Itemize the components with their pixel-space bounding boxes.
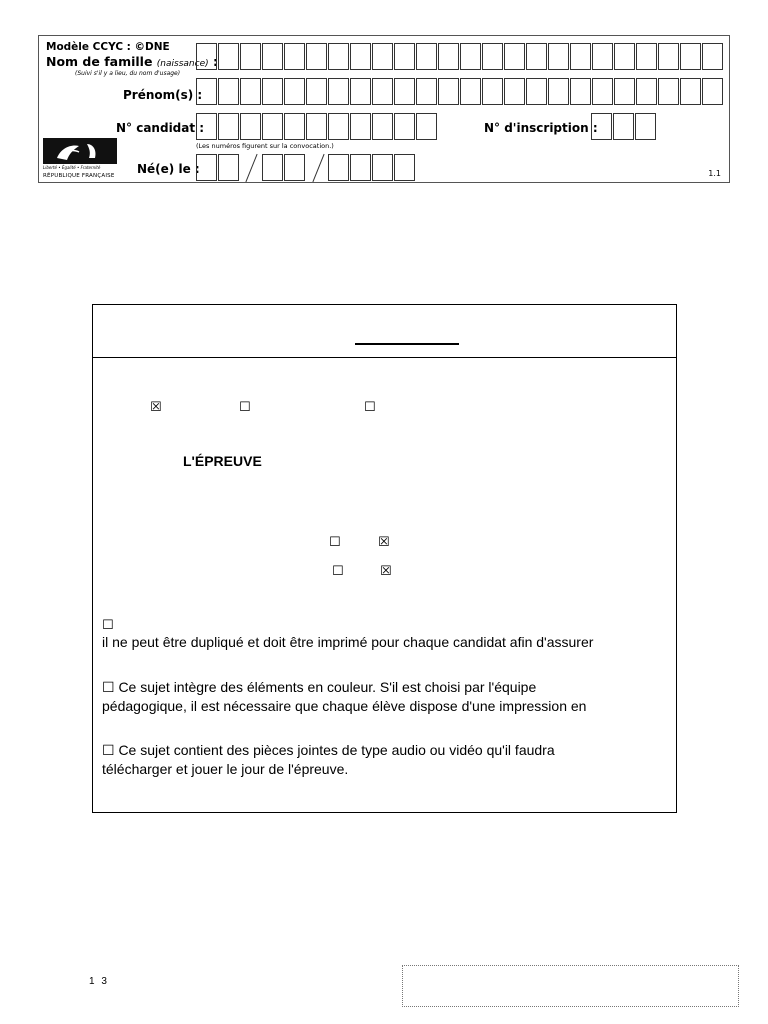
entry-box[interactable]: [591, 113, 612, 140]
page-total: 3: [101, 976, 107, 987]
entry-box[interactable]: [284, 154, 305, 181]
entry-box[interactable]: [570, 43, 591, 70]
entry-box[interactable]: [306, 43, 327, 70]
footer-dotted-box: [402, 965, 739, 1007]
entry-box[interactable]: [635, 113, 656, 140]
entry-box[interactable]: [196, 113, 217, 140]
birth-day-boxes[interactable]: [196, 154, 240, 181]
entry-box[interactable]: [482, 43, 503, 70]
candidate-number-label: N° candidat :: [116, 121, 205, 135]
candidate-identification-form: [38, 35, 730, 183]
logo-motto: Liberté • Égalité • Fraternité: [43, 165, 101, 170]
subject-info-block: [92, 304, 677, 813]
marianne-logo-icon: [43, 138, 117, 164]
entry-box[interactable]: [394, 78, 415, 105]
date-separator: [245, 154, 257, 182]
entry-box[interactable]: [680, 43, 701, 70]
checkbox-empty[interactable]: ☐: [364, 400, 376, 415]
entry-box[interactable]: [394, 113, 415, 140]
surname-note: (Suivi s'il y a lieu, du nom d'usage): [75, 70, 181, 77]
entry-box[interactable]: [262, 154, 283, 181]
entry-box[interactable]: [548, 43, 569, 70]
entry-box[interactable]: [218, 154, 239, 181]
entry-box[interactable]: [526, 78, 547, 105]
item2-text-line1: ☐ Ce sujet intègre des éléments en couleur. S'il est choisi par l'équipe: [102, 679, 537, 695]
item3-text-line1: ☐ Ce sujet contient des pièces jointes de type audio ou vidéo qu'il faudra: [102, 742, 555, 758]
item3-text-line2: télécharger et jouer le jour de l'épreuve.: [102, 761, 349, 777]
checkbox-checked[interactable]: ☒: [378, 535, 390, 550]
checkbox-empty[interactable]: ☐: [329, 535, 341, 550]
birth-year-boxes[interactable]: [328, 154, 416, 181]
entry-box[interactable]: [262, 43, 283, 70]
item1-text: il ne peut être dupliqué et doit être imprimé pour chaque candidat afin d'assurer: [102, 634, 594, 650]
entry-box[interactable]: [526, 43, 547, 70]
entry-box[interactable]: [614, 43, 635, 70]
title-underline: [355, 343, 459, 345]
date-separator: [312, 154, 324, 182]
entry-box[interactable]: [636, 78, 657, 105]
entry-box[interactable]: [218, 113, 239, 140]
entry-box[interactable]: [372, 113, 393, 140]
entry-box[interactable]: [658, 43, 679, 70]
entry-box[interactable]: [482, 78, 503, 105]
surname-boxes[interactable]: [196, 43, 724, 70]
entry-box[interactable]: [328, 113, 349, 140]
entry-box[interactable]: [372, 154, 393, 181]
checkbox-empty[interactable]: ☐: [239, 400, 251, 415]
entry-box[interactable]: [416, 43, 437, 70]
surname-label-text: Nom de famille: [46, 54, 153, 69]
entry-box[interactable]: [548, 78, 569, 105]
entry-box[interactable]: [680, 78, 701, 105]
page-current: 1: [89, 976, 95, 987]
entry-box[interactable]: [460, 78, 481, 105]
entry-box[interactable]: [240, 113, 261, 140]
entry-box[interactable]: [460, 43, 481, 70]
entry-box[interactable]: [196, 154, 217, 181]
epreuve-heading: L'ÉPREUVE: [183, 453, 262, 469]
candidate-number-boxes[interactable]: [196, 113, 438, 140]
page-number: [89, 976, 107, 987]
entry-box[interactable]: [328, 78, 349, 105]
entry-box[interactable]: [350, 78, 371, 105]
entry-box[interactable]: [284, 113, 305, 140]
surname-sub-label: (naissance): [156, 59, 209, 69]
entry-box[interactable]: [306, 78, 327, 105]
registration-number-label: N° d'inscription :: [484, 121, 598, 135]
entry-box[interactable]: [614, 78, 635, 105]
entry-box[interactable]: [416, 113, 437, 140]
entry-box[interactable]: [570, 78, 591, 105]
logo-republic-text: RÉPUBLIQUE FRANÇAISE: [43, 173, 115, 179]
block-divider: [93, 357, 676, 358]
entry-box[interactable]: [702, 43, 723, 70]
entry-box[interactable]: [240, 78, 261, 105]
form-version: 1.1: [708, 169, 721, 178]
entry-box[interactable]: [372, 43, 393, 70]
entry-box[interactable]: [613, 113, 634, 140]
entry-box[interactable]: [350, 113, 371, 140]
entry-box[interactable]: [416, 78, 437, 105]
checkbox-empty[interactable]: ☐: [332, 564, 344, 579]
entry-box[interactable]: [592, 78, 613, 105]
firstname-boxes[interactable]: [196, 78, 724, 105]
birth-date-label: Né(e) le :: [137, 162, 200, 176]
birth-month-boxes[interactable]: [262, 154, 306, 181]
entry-box[interactable]: [658, 78, 679, 105]
checkbox-empty[interactable]: ☐: [102, 618, 114, 633]
candidate-number-note: (Les numéros figurent sur la convocation.): [196, 142, 334, 150]
republique-francaise-logo: [43, 138, 119, 182]
surname-label: [46, 54, 218, 69]
entry-box[interactable]: [262, 113, 283, 140]
surname-colon: :: [208, 54, 218, 69]
entry-box[interactable]: [438, 43, 459, 70]
entry-box[interactable]: [350, 43, 371, 70]
checkbox-checked[interactable]: ☒: [150, 400, 162, 415]
entry-box[interactable]: [702, 78, 723, 105]
entry-box[interactable]: [372, 78, 393, 105]
registration-number-boxes[interactable]: [591, 113, 657, 140]
firstname-label: Prénom(s) :: [123, 88, 203, 102]
entry-box[interactable]: [262, 78, 283, 105]
entry-box[interactable]: [306, 113, 327, 140]
entry-box[interactable]: [350, 154, 371, 181]
entry-box[interactable]: [394, 43, 415, 70]
entry-box[interactable]: [196, 43, 217, 70]
checkbox-checked[interactable]: ☒: [380, 564, 392, 579]
entry-box[interactable]: [284, 43, 305, 70]
entry-box[interactable]: [504, 43, 525, 70]
model-label: Modèle CCYC : ©DNE: [46, 41, 170, 53]
entry-box[interactable]: [504, 78, 525, 105]
entry-box[interactable]: [328, 154, 349, 181]
entry-box[interactable]: [592, 43, 613, 70]
entry-box[interactable]: [438, 78, 459, 105]
entry-box[interactable]: [218, 78, 239, 105]
entry-box[interactable]: [394, 154, 415, 181]
entry-box[interactable]: [196, 78, 217, 105]
entry-box[interactable]: [636, 43, 657, 70]
entry-box[interactable]: [328, 43, 349, 70]
entry-box[interactable]: [218, 43, 239, 70]
item2-text-line2: pédagogique, il est nécessaire que chaque élève dispose d'une impression en: [102, 698, 587, 714]
entry-box[interactable]: [284, 78, 305, 105]
entry-box[interactable]: [240, 43, 261, 70]
